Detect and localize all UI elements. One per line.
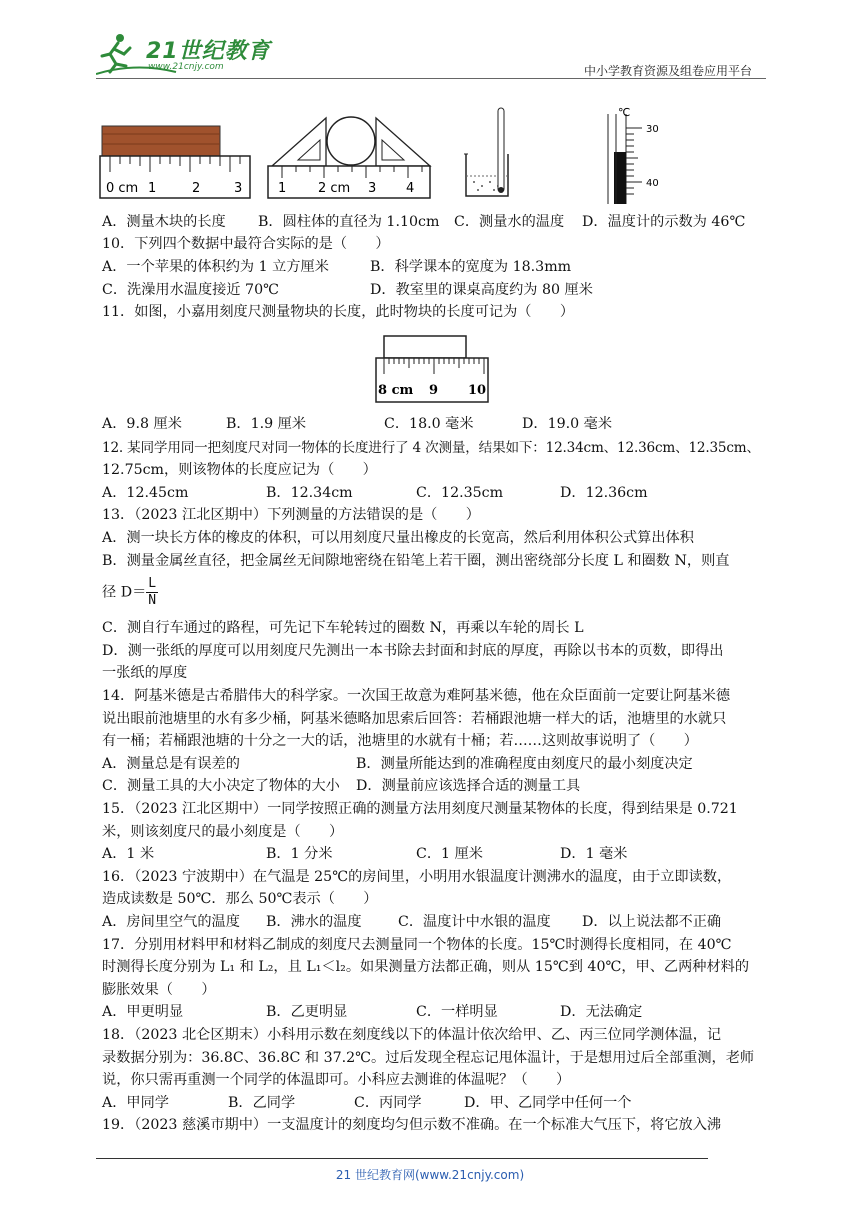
thermo-unit: ℃ — [618, 106, 631, 119]
q11-ruler-label-8: 8 cm — [378, 383, 414, 398]
ruler2-label-0: 1 — [278, 181, 287, 196]
q16-options — [102, 912, 721, 932]
ruler2-label-1: 2 cm — [318, 181, 351, 196]
ruler1-label-2: 2 — [192, 181, 201, 196]
q11-ruler-label-10: 10 — [468, 383, 487, 398]
q15-option-b: B．1 分米 — [266, 846, 333, 862]
q9-option-a: A．测量木块的长度 — [102, 214, 226, 230]
q9-option-c: C．测量水的温度 — [454, 214, 565, 230]
q10-option-b: B．科学课本的宽度为 18.3mm — [370, 259, 572, 275]
q11-option-a: A．9.8 厘米 — [102, 416, 182, 432]
q13-fraction — [146, 576, 158, 609]
thermometer-scale-figure — [608, 106, 659, 204]
q13-option-b-line2 — [102, 576, 158, 609]
q12-stem-line1: 12. 某同学用同一把刻度尺对同一物体的长度进行了 4 次测量，结果如下：12.34cm、12.36cm、12.35cm、 — [102, 440, 760, 456]
q16-option-a: A．房间里空气的温度 — [102, 914, 240, 930]
q10-options-row2 — [102, 280, 593, 300]
q18-option-a: A．甲同学 — [102, 1095, 169, 1111]
q14-line1: 14．阿基米德是古希腊伟大的科学家。一次国王故意为难阿基米德，他在众臣面前一定要让阿基米德 — [102, 688, 731, 704]
q17-line3: 膨胀效果（ ） — [102, 982, 216, 998]
q18-option-d: D．甲、乙同学中任何一个 — [464, 1095, 632, 1111]
q10-option-d: D．教室里的课桌高度约为 80 厘米 — [370, 282, 593, 298]
q16-option-b: B．沸水的温度 — [266, 914, 362, 930]
q11-stem: 11．如图，小嘉用刻度尺测量物块的长度，此时物块的长度可记为（ ） — [102, 304, 575, 320]
q9-option-b: B．圆柱体的直径为 1.10cm — [258, 214, 440, 230]
q14-line3: 有一桶；若桶跟池塘的十分之一大的话，池塘里的水就有十桶；若……这则故事说明了（ ） — [102, 733, 698, 749]
thermo-label-40: 40 — [646, 178, 659, 189]
q13-option-d-line2: 一张纸的厚度 — [102, 665, 188, 681]
q18-line3: 说，你只需再重测一个同学的体温即可。小科应去测谁的体温呢？（ ） — [102, 1072, 571, 1088]
q16-line2: 造成读数是 50℃．那么 50℃表示（ ） — [102, 891, 378, 907]
q11-options — [102, 414, 612, 434]
q17-option-d: D．无法确定 — [560, 1004, 643, 1020]
q10-option-c: C．洗澡用水温度接近 70℃ — [102, 282, 279, 298]
q15-line1: 15．（2023 江北区期中）一同学按照正确的测量方法用刻度尺测量某物体的长度，得到结果是 0.721 — [102, 801, 738, 817]
cylinder-triangles-figure — [268, 117, 430, 198]
q9-figures — [96, 104, 776, 204]
ruler2-label-3: 4 — [406, 181, 415, 196]
q14-option-a: A．测量总是有误差的 — [102, 756, 240, 772]
q13-option-d-line1: D．测一张纸的厚度可以用刻度尺先测出一本书除去封面和封底的厚度，再除以书本的页数，即得出 — [102, 643, 724, 659]
logo-url: www.21cnjy.com — [148, 62, 224, 72]
q18-line1: 18．（2023 北仑区期末）小科用示数在刻度线以下的体温计依次给甲、乙、丙三位同学测体温，记 — [102, 1027, 722, 1043]
q10-options-row1 — [102, 257, 571, 277]
q15-option-c: C．1 厘米 — [416, 846, 483, 862]
q13-diameter-prefix: 径 D＝ — [102, 584, 147, 601]
header-divider — [96, 78, 766, 79]
q12-stem-line2: 12.75cm，则该物体的长度应记为（ ） — [102, 462, 377, 478]
q13-stem: 13．（2023 江北区期中）下列测量的方法错误的是（ ） — [102, 507, 480, 523]
q15-options — [102, 844, 627, 864]
q13-frac-den: N — [148, 593, 157, 608]
q13-frac-num: L — [148, 576, 157, 591]
thermo-label-30: 30 — [646, 124, 659, 135]
q15-option-d: D．1 毫米 — [560, 846, 628, 862]
q11-option-c: C．18.0 毫米 — [384, 416, 474, 432]
ruler1-label-3: 3 — [234, 181, 243, 196]
q16-option-d: D．以上说法都不正确 — [582, 914, 722, 930]
q14-line2: 说出眼前池塘里的水有多少桶，阿基米德略加思索后回答：若桶跟池塘一样大的话，池塘里的水就只 — [102, 711, 727, 727]
page-header — [0, 0, 860, 80]
q15-option-a: A．1 米 — [102, 846, 155, 862]
q18-option-b: B．乙同学 — [228, 1095, 296, 1111]
q14-option-c: C．测量工具的大小决定了物体的大小 — [102, 778, 340, 794]
q13-option-b-line1: B．测量金属丝直径，把金属丝无间隙地密绕在铅笔上若干圈，测出密绕部分长度 L 和圈数 N，则直 — [102, 553, 730, 569]
q9-options — [102, 212, 745, 232]
q12-option-b: B．12.34cm — [266, 485, 353, 501]
q11-option-d: D．19.0 毫米 — [522, 416, 613, 432]
ruler1-label-0: 0 cm — [106, 181, 139, 196]
q15-line2: 米，则该刻度尺的最小刻度是（ ） — [102, 824, 344, 840]
q12-option-a: A．12.45cm — [102, 485, 189, 501]
q17-option-b: B．乙更明显 — [266, 1004, 348, 1020]
q17-option-a: A．甲更明显 — [102, 1004, 184, 1020]
beaker-thermometer-figure — [464, 108, 508, 196]
q16-line1: 16．（2023 宁波期中）在气温是 25℃的房间里，小明用水银温度计测沸水的温度，由于立即读数， — [102, 869, 732, 885]
q14-options-row2 — [102, 776, 580, 796]
q17-option-c: C．一样明显 — [416, 1004, 498, 1020]
q13-option-c: C．测自行车通过的路程，可先记下车轮转过的圈数 N，再乘以车轮的周长 L — [102, 620, 584, 636]
q9-option-d: D．温度计的示数为 46℃ — [582, 214, 746, 230]
ruler1-label-1: 1 — [148, 181, 157, 196]
q10-stem: 10．下列四个数据中最符合实际的是（ ） — [102, 236, 390, 252]
platform-title: 中小学教育资源及组卷应用平台 — [583, 64, 752, 78]
q19-line1: 19．（2023 慈溪市期中）一支温度计的刻度均匀但示数不准确。在一个标准大气压下，将它放入沸 — [102, 1117, 722, 1133]
q13-option-a: A．测一块长方体的橡皮的体积，可以用刻度尺量出橡皮的长宽高，然后利用体积公式算出体积 — [102, 530, 694, 546]
q12-option-c: C．12.35cm — [416, 485, 504, 501]
q18-line2: 录数据分别为：36.8C、36.8C 和 37.2℃。过后发现全程忘记甩体温计，于是想用过后全部重测，老师 — [102, 1050, 755, 1066]
ruler2-label-2: 3 — [368, 181, 377, 196]
q18-options — [102, 1093, 631, 1113]
logo-text: 21世纪教育 — [146, 39, 271, 64]
q11-option-b: B．1.9 厘米 — [226, 416, 307, 432]
q10-option-a: A．一个苹果的体积约为 1 立方厘米 — [102, 259, 329, 275]
q11-ruler-label-9: 9 — [429, 383, 439, 398]
q17-line1: 17．分别用材料甲和材料乙制成的刻度尺去测量同一个物体的长度。15℃时测得长度相同，在 40℃ — [102, 937, 732, 953]
q17-options — [102, 1002, 642, 1022]
footer-divider — [96, 1158, 708, 1159]
q14-option-d: D．测量前应该选择合适的测量工具 — [356, 778, 581, 794]
wood-block-ruler-figure — [100, 126, 250, 198]
q12-options — [102, 483, 648, 503]
q11-ruler-figure — [370, 334, 492, 404]
q17-line2: 时测得长度分别为 L₁ 和 L₂，且 L₁＜l₂。如果测量方法都正确，则从 15℃到 40℃，甲、乙两种材料的 — [102, 959, 750, 975]
q18-option-c: C．丙同学 — [354, 1095, 422, 1111]
q14-options-row1 — [102, 754, 693, 774]
q12-option-d: D．12.36cm — [560, 485, 648, 501]
q16-option-c: C．温度计中水银的温度 — [398, 914, 551, 930]
q14-option-b: B．测量所能达到的准确程度由刻度尺的最小刻度决定 — [356, 756, 693, 772]
footer-link[interactable]: 21 世纪教育网(www.21cnjy.com) — [335, 1168, 525, 1182]
